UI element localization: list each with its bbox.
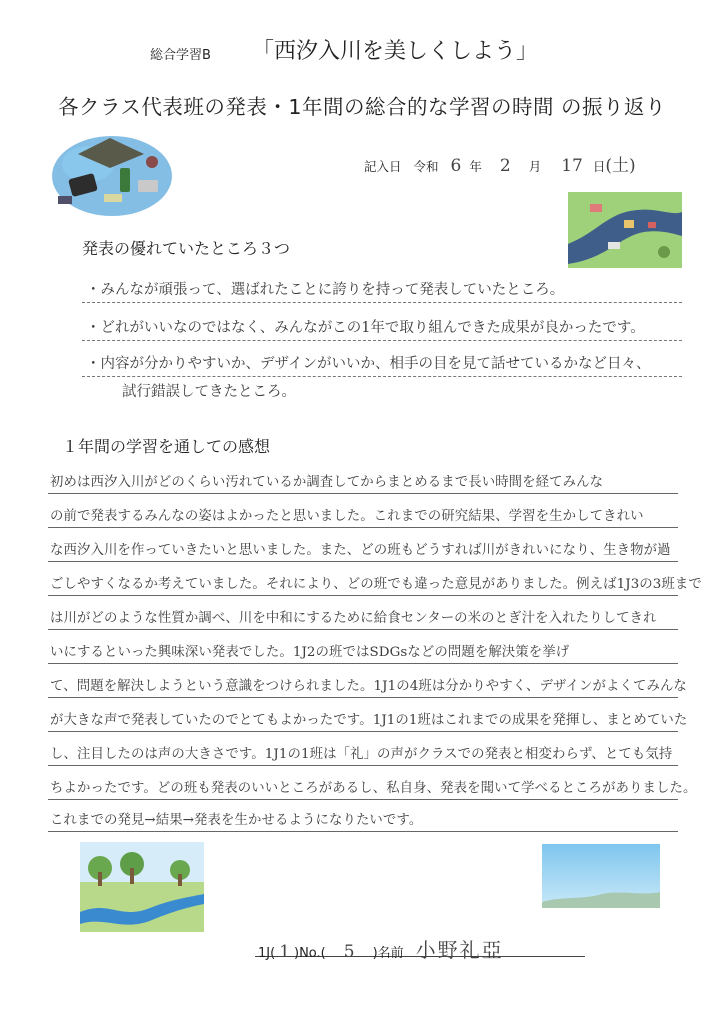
student-info (258, 934, 504, 963)
essay-line (48, 598, 678, 630)
class-prefix: 1J( (258, 946, 276, 961)
essay-text: は川がどのような性質か調べ、川を中和にするために給食センターの米のとぎ汁を入れたりしてきれ (50, 611, 657, 626)
section1-line (82, 346, 682, 377)
essay-text: し、注目したのは声の大きさです。1J1の1班は「礼」の声がクラスでの発表と相変わらず、とても気持 (50, 747, 673, 762)
polluted-river-illustration-icon (568, 192, 682, 268)
student-name: 小野礼亞 (415, 938, 504, 962)
essay-text: ちよかったです。どの班も発表のいいところがあるし、私自身、発表を聞いて学べるところがありました。 (50, 781, 697, 796)
section1-line (82, 272, 682, 303)
student-number: 5 (343, 942, 355, 962)
class-number: 1 (279, 942, 291, 962)
essay-line (48, 462, 678, 494)
sky-illustration-icon (542, 844, 660, 908)
trash-illustration-icon (48, 124, 176, 220)
essay-text: 初めは西汐入川がどのくらい汚れているか調査してからまとめるまで長い時間を経てみんな (50, 475, 604, 490)
section1-item: ・どれがいいなのではなく、みんながこの1年で取り組んできた成果が良かったです。 (86, 320, 645, 336)
section1-line (82, 374, 682, 404)
essay-text: これまでの発見→結果→発表を生かせるようになりたいです。 (50, 813, 423, 828)
essay-line (48, 666, 687, 698)
essay-text: の前で発表するみんなの姿はよかったと思いました。これまでの研究結果、学習を生かしてきれい (50, 509, 644, 524)
worksheet-title: 「西汐入川を美しくしよう」 (252, 39, 539, 64)
name-label: )名前 (372, 946, 404, 961)
essay-line (48, 800, 678, 832)
essay-text: いにするといった興味深い発表でした。1J2の班ではSDGsなどの問題を解決策を挙げ (50, 645, 570, 660)
section2-heading: １年間の学習を通しての感想 (62, 437, 271, 456)
day-unit: 日 (592, 159, 606, 174)
section1-item: 試行錯誤してきたところ。 (122, 384, 296, 400)
essay-text: ごしやすくなるか考えていました。それにより、どの班でも違った意見がありました。例えば1J3の3班まで (50, 577, 702, 592)
essay-line (48, 768, 697, 800)
essay-line (48, 530, 678, 562)
year-unit: 年 (469, 159, 482, 174)
subject-label: 総合学習B (150, 48, 211, 63)
year-value: 6 (450, 156, 462, 176)
page-title: 各クラス代表班の発表・1年間の総合的な学習の時間 の振り返り (58, 95, 666, 119)
entry-date-label: 記入日 (364, 159, 402, 174)
essay-line (48, 496, 678, 528)
month-unit: 月 (528, 159, 542, 174)
essay-line (48, 564, 702, 596)
essay-line (48, 632, 678, 664)
era-label: 令和 (413, 159, 439, 174)
day-value: 17 (561, 156, 583, 176)
section1-heading: 発表の優れていたところ３つ (82, 239, 291, 258)
weekday-value: (土) (605, 156, 636, 176)
number-label: )No.( (294, 946, 326, 961)
month-value: 2 (499, 156, 511, 176)
essay-text: て、問題を解決しようという意識をつけられました。1J1の4班は分かりやすく、デザインがよくてみんな (50, 679, 687, 694)
essay-text: な西汐入川を作っていきたいと思いました。また、どの班もどうすれば川がきれいになり、生き物が過 (50, 543, 671, 558)
essay-line (48, 700, 688, 732)
essay-text: が大きな声で発表していたのでとてもよかったです。1J1の1班はこれまでの成果を発揮し、まとめていた (50, 713, 688, 728)
section1-item: ・みんなが頑張って、選ばれたことに誇りを持って発表していたところ。 (86, 282, 565, 298)
entry-date (364, 151, 636, 176)
park-river-illustration-icon (80, 842, 204, 932)
section1-line (82, 310, 682, 341)
section1-item: ・内容が分かりやすいか、デザインがいいか、相手の目を見て話せているかなど日々、 (86, 356, 651, 372)
essay-line (48, 734, 678, 766)
